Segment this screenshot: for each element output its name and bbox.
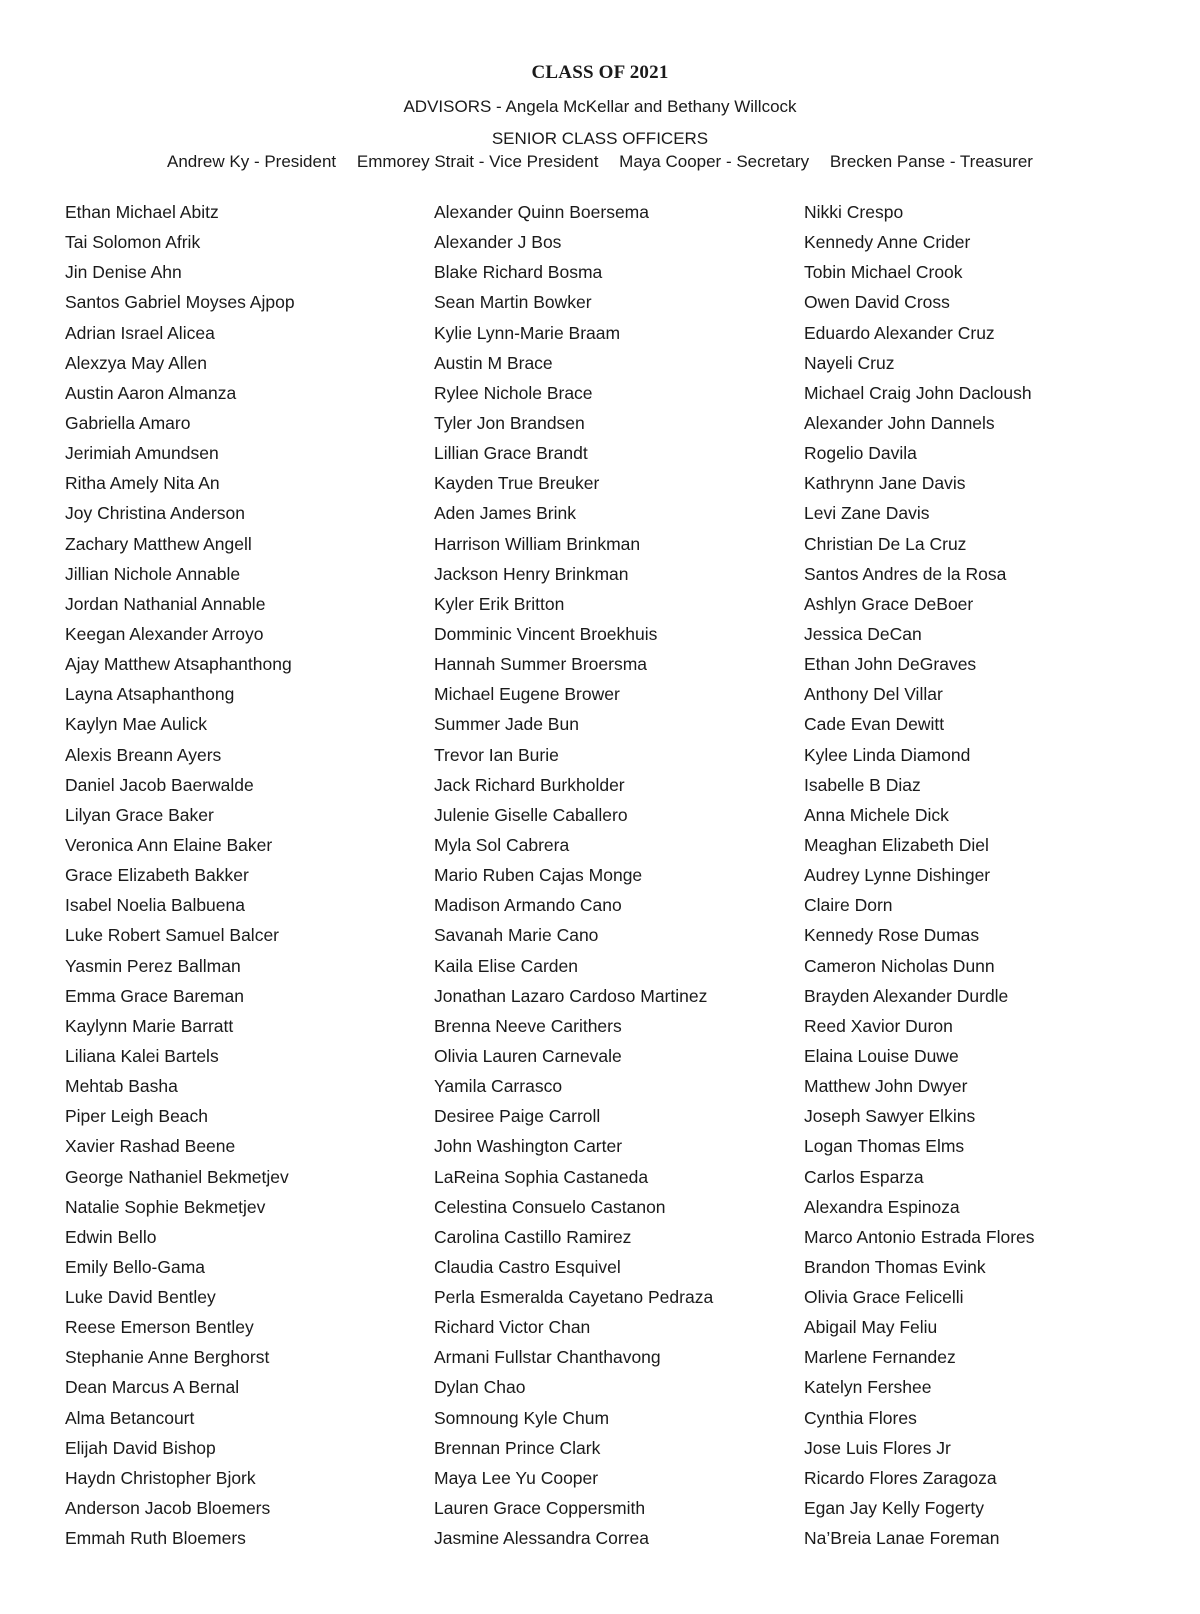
student-name: Lauren Grace Coppersmith bbox=[434, 1498, 646, 1519]
student-name: Luke David Bentley bbox=[65, 1287, 216, 1308]
student-name: Emma Grace Bareman bbox=[65, 985, 244, 1006]
student-name: Carolina Castillo Ramirez bbox=[434, 1226, 632, 1247]
student-name: Reed Xavior Duron bbox=[804, 1015, 953, 1036]
student-name: Logan Thomas Elms bbox=[804, 1136, 965, 1157]
student-name: Austin Aaron Almanza bbox=[65, 382, 237, 403]
student-name: Anna Michele Dick bbox=[804, 804, 949, 825]
student-name: Isabelle B Diaz bbox=[804, 774, 921, 795]
student-name: Kaila Elise Carden bbox=[434, 955, 578, 976]
student-name: LaReina Sophia Castaneda bbox=[434, 1166, 649, 1187]
student-name: Cade Evan Dewitt bbox=[804, 714, 945, 735]
student-name: Matthew John Dwyer bbox=[804, 1076, 968, 1097]
student-name: Ritha Amely Nita An bbox=[65, 473, 220, 494]
student-name: Jack Richard Burkholder bbox=[434, 774, 625, 795]
student-name: Celestina Consuelo Castanon bbox=[434, 1196, 666, 1217]
student-name: Keegan Alexander Arroyo bbox=[65, 623, 264, 644]
student-name: Joseph Sawyer Elkins bbox=[804, 1106, 976, 1127]
student-name: Somnoung Kyle Chum bbox=[434, 1407, 610, 1428]
student-name: Audrey Lynne Dishinger bbox=[804, 865, 991, 886]
student-name: Desiree Paige Carroll bbox=[434, 1106, 601, 1127]
student-name: Olivia Grace Felicelli bbox=[804, 1287, 964, 1308]
student-name: Rylee Nichole Brace bbox=[434, 382, 593, 403]
student-name: Kathrynn Jane Davis bbox=[804, 473, 966, 494]
student-name: Julenie Giselle Caballero bbox=[434, 804, 628, 825]
student-name: Madison Armando Cano bbox=[434, 895, 622, 916]
student-name: Liliana Kalei Bartels bbox=[65, 1045, 219, 1066]
student-name: Yasmin Perez Ballman bbox=[65, 955, 241, 976]
student-name: Veronica Ann Elaine Baker bbox=[65, 834, 273, 855]
student-name: Abigail May Feliu bbox=[804, 1317, 938, 1338]
student-name: Stephanie Anne Berghorst bbox=[65, 1347, 270, 1368]
student-name: Cynthia Flores bbox=[804, 1407, 917, 1428]
student-name: Joy Christina Anderson bbox=[65, 503, 245, 524]
student-name: George Nathaniel Bekmetjev bbox=[65, 1166, 289, 1187]
student-name: Ethan Michael Abitz bbox=[65, 202, 219, 222]
name-column-3 bbox=[804, 202, 1035, 1558]
student-name: Harrison William Brinkman bbox=[434, 533, 641, 554]
advisors-line: ADVISORS - Angela McKellar and Bethany Willcock bbox=[403, 97, 797, 116]
student-name: Kennedy Rose Dumas bbox=[804, 925, 980, 946]
student-name: Myla Sol Cabrera bbox=[434, 834, 570, 855]
student-name: Kyler Erik Britton bbox=[434, 593, 565, 614]
student-name: Mehtab Basha bbox=[65, 1076, 178, 1097]
student-name: Kaylynn Marie Barratt bbox=[65, 1015, 234, 1036]
student-name: Sean Martin Bowker bbox=[434, 292, 592, 313]
student-name: Aden James Brink bbox=[434, 503, 577, 524]
student-name: Austin M Brace bbox=[434, 352, 553, 373]
student-name: Jessica DeCan bbox=[804, 623, 922, 644]
student-name: Luke Robert Samuel Balcer bbox=[65, 925, 279, 946]
student-name: Kaylyn Mae Aulick bbox=[65, 714, 208, 735]
student-name: Natalie Sophie Bekmetjev bbox=[65, 1196, 266, 1217]
student-name: Brandon Thomas Evink bbox=[804, 1256, 986, 1277]
officers-list bbox=[0, 152, 1200, 172]
student-name: John Washington Carter bbox=[434, 1136, 623, 1157]
student-name: Grace Elizabeth Bakker bbox=[65, 865, 249, 886]
student-name: Jackson Henry Brinkman bbox=[434, 563, 629, 584]
student-name: Claudia Castro Esquivel bbox=[434, 1256, 621, 1277]
student-name: Brennan Prince Clark bbox=[434, 1437, 601, 1458]
student-name: Katelyn Fershee bbox=[804, 1377, 932, 1398]
student-name: Jordan Nathanial Annable bbox=[65, 593, 266, 614]
student-name: Alexander J Bos bbox=[434, 232, 562, 253]
student-name: Domminic Vincent Broekhuis bbox=[434, 623, 658, 644]
student-name: Olivia Lauren Carnevale bbox=[434, 1045, 622, 1066]
student-name: Blake Richard Bosma bbox=[434, 262, 603, 283]
student-name: Dylan Chao bbox=[434, 1377, 526, 1398]
student-name: Kylie Lynn-Marie Braam bbox=[434, 322, 621, 343]
officer-vice-president: Emmorey Strait - Vice President bbox=[356, 152, 599, 171]
student-name: Jonathan Lazaro Cardoso Martinez bbox=[434, 985, 708, 1006]
student-name: Maya Lee Yu Cooper bbox=[434, 1467, 599, 1488]
student-name: Owen David Cross bbox=[804, 292, 950, 313]
student-name: Armani Fullstar Chanthavong bbox=[434, 1347, 661, 1368]
student-name: Alexander John Dannels bbox=[804, 412, 995, 433]
student-name: Yamila Carrasco bbox=[434, 1076, 563, 1097]
student-name: Richard Victor Chan bbox=[434, 1317, 591, 1338]
student-name: Gabriella Amaro bbox=[65, 412, 191, 433]
officer-president: Andrew Ky - President bbox=[167, 152, 337, 171]
student-name: Trevor Ian Burie bbox=[434, 744, 559, 765]
student-name: Reese Emerson Bentley bbox=[65, 1317, 254, 1338]
student-name: Summer Jade Bun bbox=[434, 714, 579, 735]
name-column-2 bbox=[434, 202, 713, 1558]
student-name: Santos Gabriel Moyses Ajpop bbox=[65, 292, 295, 313]
student-name: Cameron Nicholas Dunn bbox=[804, 955, 995, 976]
student-name: Ashlyn Grace DeBoer bbox=[804, 593, 974, 614]
officer-treasurer: Brecken Panse - Treasurer bbox=[829, 152, 1033, 171]
student-name: Tai Solomon Afrik bbox=[65, 232, 201, 253]
student-name: Kylee Linda Diamond bbox=[804, 744, 971, 765]
student-name: Ethan John DeGraves bbox=[804, 654, 977, 675]
student-name: Rogelio Davila bbox=[804, 443, 917, 464]
student-name: Layna Atsaphanthong bbox=[65, 684, 235, 705]
student-name: Emmah Ruth Bloemers bbox=[65, 1528, 246, 1549]
student-name: Alexandra Espinoza bbox=[804, 1196, 960, 1217]
student-name: Adrian Israel Alicea bbox=[65, 322, 215, 343]
student-name: Alexander Quinn Boersema bbox=[434, 202, 649, 222]
student-name: Jasmine Alessandra Correa bbox=[434, 1528, 649, 1549]
student-name: Daniel Jacob Baerwalde bbox=[65, 774, 254, 795]
student-name: Emily Bello-Gama bbox=[65, 1256, 206, 1277]
student-name: Marco Antonio Estrada Flores bbox=[804, 1226, 1035, 1247]
student-name: Eduardo Alexander Cruz bbox=[804, 322, 995, 343]
student-name: Hannah Summer Broersma bbox=[434, 654, 647, 675]
student-name: Anderson Jacob Bloemers bbox=[65, 1498, 271, 1519]
student-name: Jillian Nichole Annable bbox=[65, 563, 241, 584]
student-name: Nikki Crespo bbox=[804, 202, 904, 222]
student-name: Tyler Jon Brandsen bbox=[434, 412, 585, 433]
student-name: Mario Ruben Cajas Monge bbox=[434, 865, 643, 886]
student-name: Edwin Bello bbox=[65, 1226, 157, 1247]
student-name: Marlene Fernandez bbox=[804, 1347, 956, 1368]
student-name: Lilyan Grace Baker bbox=[65, 804, 214, 825]
student-name: Jerimiah Amundsen bbox=[65, 443, 219, 464]
student-name: Ricardo Flores Zaragoza bbox=[804, 1467, 997, 1488]
student-name: Piper Leigh Beach bbox=[65, 1106, 209, 1127]
student-name: Elaina Louise Duwe bbox=[804, 1045, 959, 1066]
name-column-1 bbox=[65, 202, 295, 1558]
student-name: Michael Eugene Brower bbox=[434, 684, 620, 705]
student-name: Brayden Alexander Durdle bbox=[804, 985, 1009, 1006]
officer-secretary: Maya Cooper - Secretary bbox=[619, 152, 810, 171]
student-name: Perla Esmeralda Cayetano Pedraza bbox=[434, 1287, 714, 1308]
student-name: Anthony Del Villar bbox=[804, 684, 943, 705]
student-name: Ajay Matthew Atsaphanthong bbox=[65, 654, 292, 675]
student-name: Alexzya May Allen bbox=[65, 352, 208, 373]
student-name: Levi Zane Davis bbox=[804, 503, 930, 524]
student-name: Na’Breia Lanae Foreman bbox=[804, 1528, 1000, 1549]
student-name: Lillian Grace Brandt bbox=[434, 443, 588, 464]
student-name: Christian De La Cruz bbox=[804, 533, 967, 554]
student-name: Alma Betancourt bbox=[65, 1407, 195, 1428]
student-name: Nayeli Cruz bbox=[804, 352, 895, 373]
student-name: Zachary Matthew Angell bbox=[65, 533, 252, 554]
page-title: CLASS OF 2021 bbox=[531, 62, 669, 83]
student-name: Xavier Rashad Beene bbox=[65, 1136, 236, 1157]
student-name: Kennedy Anne Crider bbox=[804, 232, 971, 253]
officers-heading: SENIOR CLASS OFFICERS bbox=[491, 129, 709, 148]
student-name: Haydn Christopher Bjork bbox=[65, 1467, 256, 1488]
student-name: Claire Dorn bbox=[804, 895, 893, 916]
student-name: Elijah David Bishop bbox=[65, 1437, 216, 1458]
student-name: Brenna Neeve Carithers bbox=[434, 1015, 622, 1036]
student-name: Kayden True Breuker bbox=[434, 473, 600, 494]
student-name: Dean Marcus A Bernal bbox=[65, 1377, 240, 1398]
student-name: Isabel Noelia Balbuena bbox=[65, 895, 245, 916]
student-name: Jose Luis Flores Jr bbox=[804, 1437, 951, 1458]
student-name: Santos Andres de la Rosa bbox=[804, 563, 1007, 584]
student-name: Meaghan Elizabeth Diel bbox=[804, 834, 989, 855]
student-name: Tobin Michael Crook bbox=[804, 262, 963, 283]
student-name: Savanah Marie Cano bbox=[434, 925, 599, 946]
student-name: Alexis Breann Ayers bbox=[65, 744, 222, 765]
student-name: Jin Denise Ahn bbox=[65, 262, 182, 283]
student-name: Michael Craig John Dacloush bbox=[804, 382, 1032, 403]
student-name: Carlos Esparza bbox=[804, 1166, 924, 1187]
student-name: Egan Jay Kelly Fogerty bbox=[804, 1498, 984, 1519]
